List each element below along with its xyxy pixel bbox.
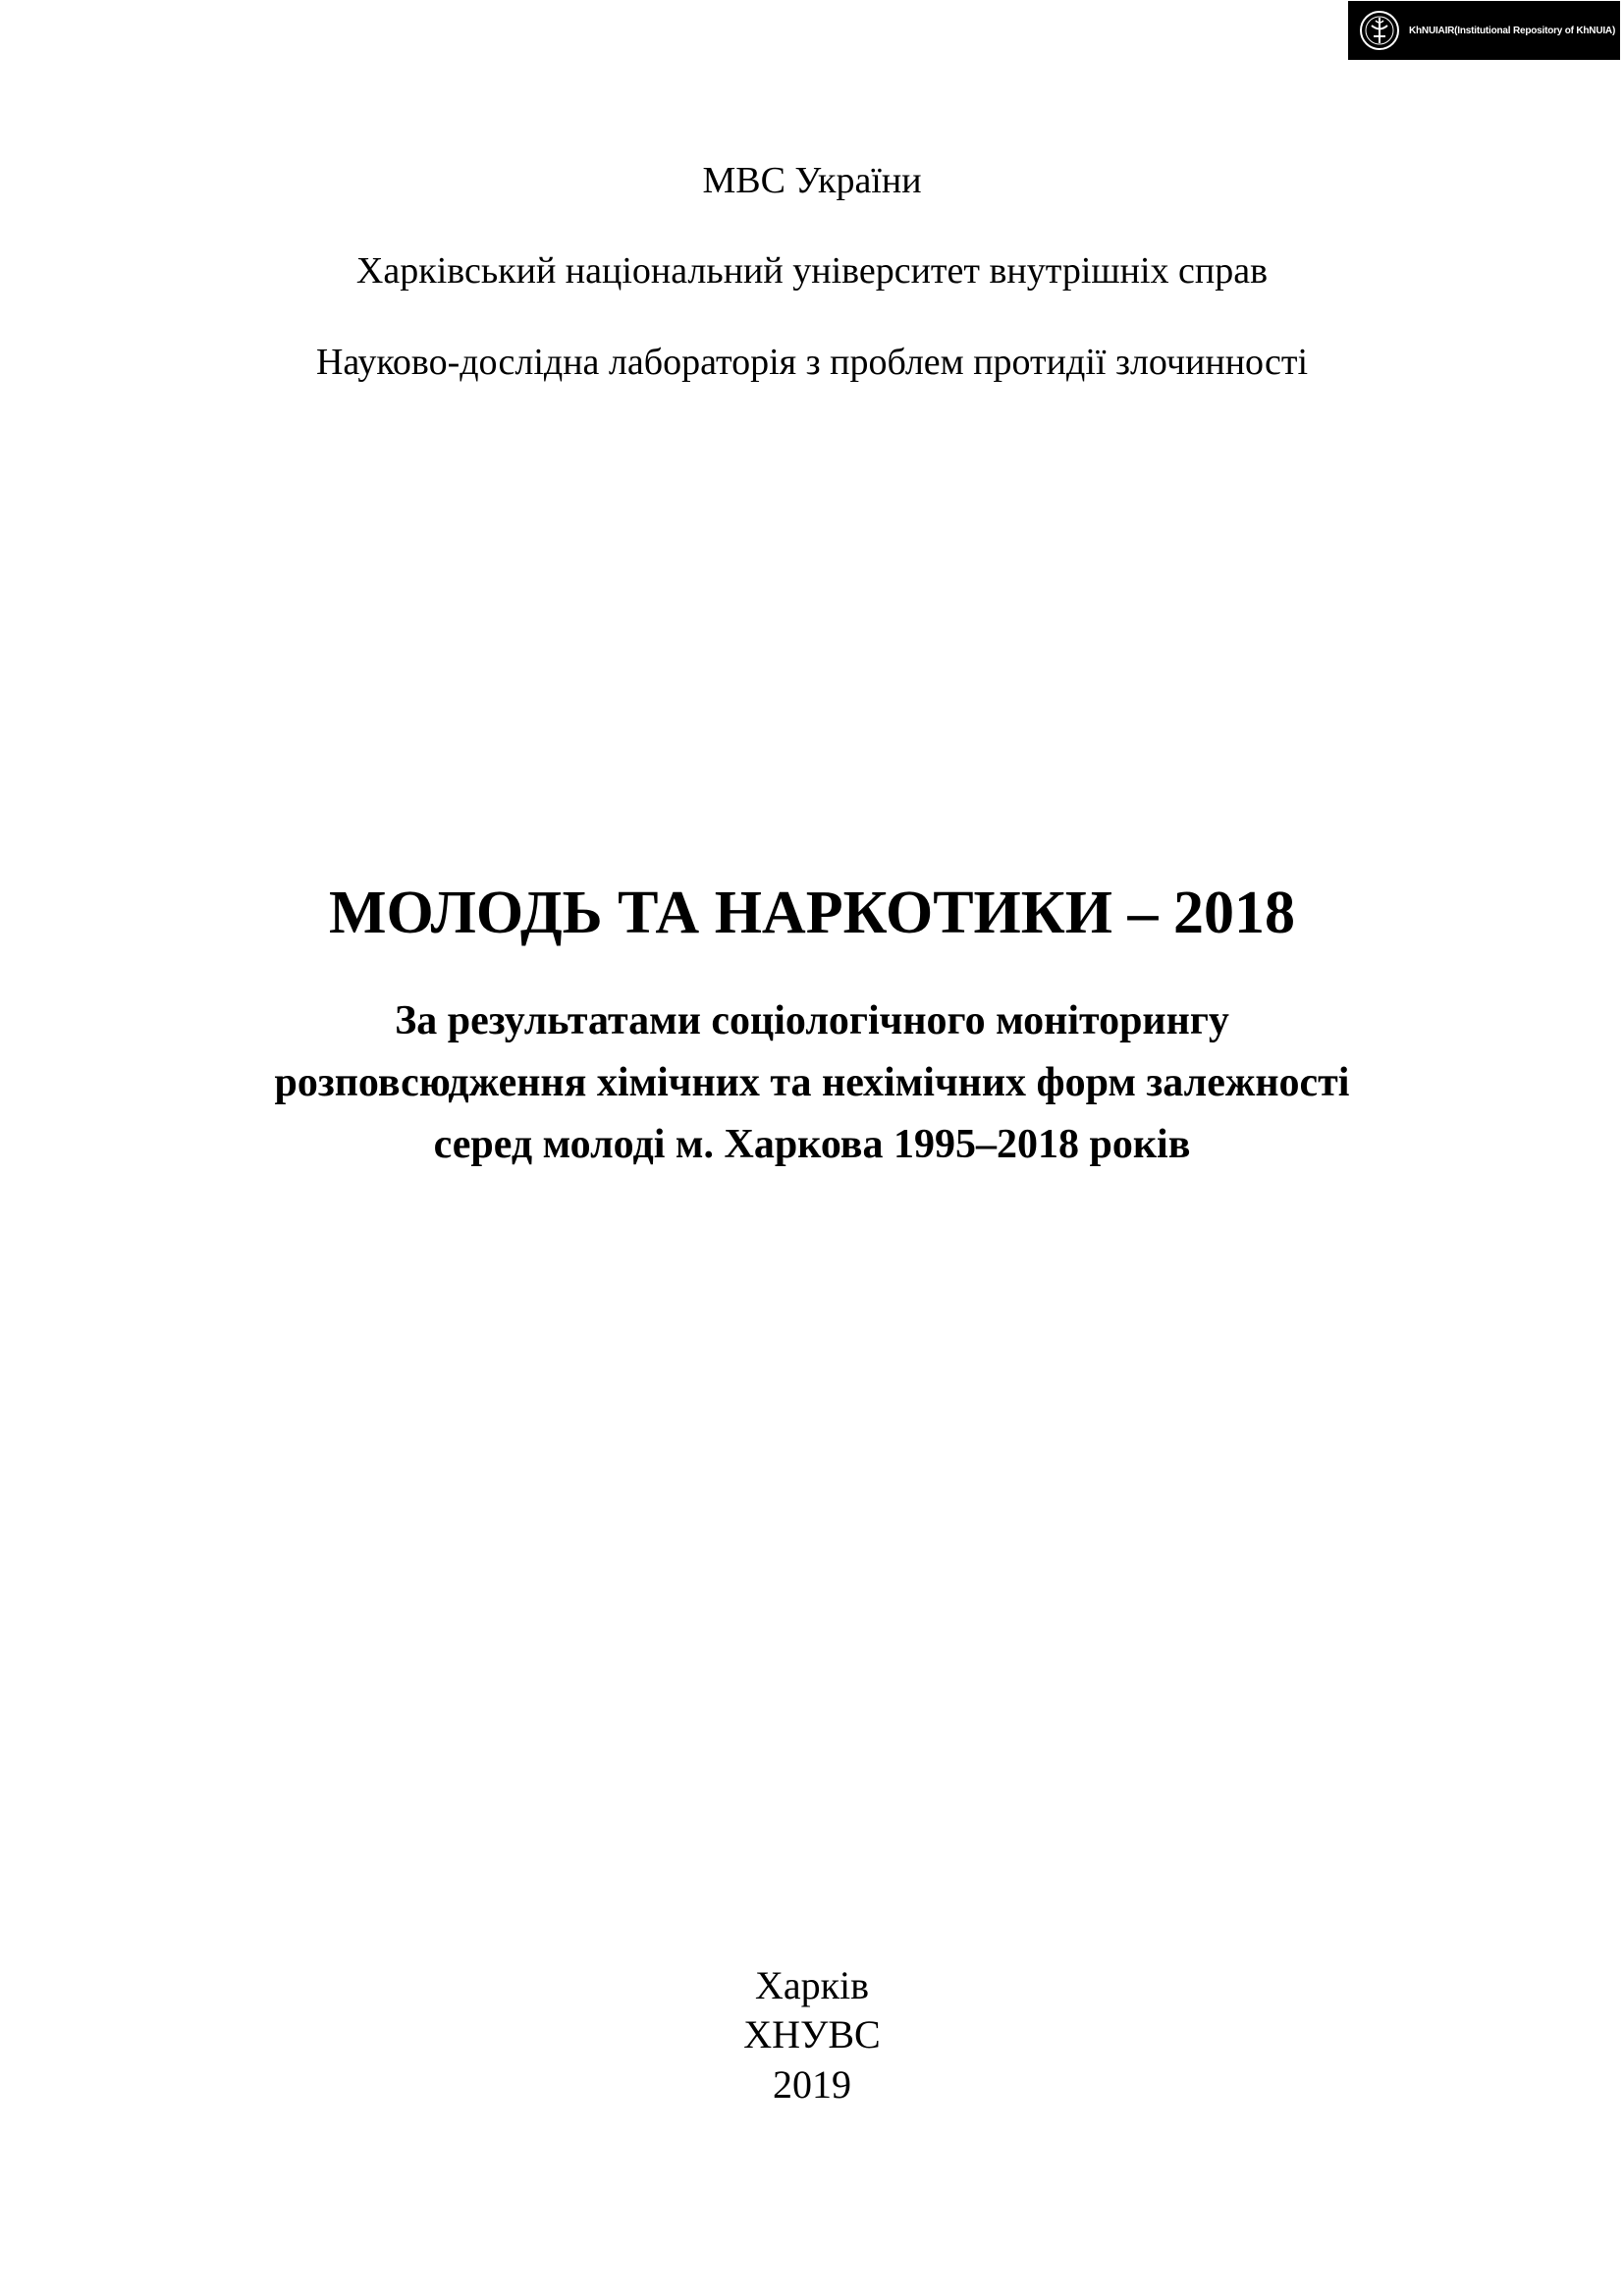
subtitle-line-1: За результатами соціологічного моніторингу [395,998,1229,1043]
document-title: МОЛОДЬ ТА НАРКОТИКИ – 2018 [329,880,1295,946]
subtitle-line-2: розповсюдження хімічних та нехімічних форм залежності [274,1060,1350,1105]
university-emblem-icon [1358,9,1401,52]
ministry-line: МВС України [702,160,922,201]
university-line: Харківський національний університет внутрішніх справ [355,250,1269,292]
laboratory-line: Науково-дослідна лабораторія з проблем протидії злочинності [315,342,1309,383]
repository-badge-label: KhNUIAIR(Institutional Repository of KhNUIA) [1409,25,1616,36]
publication-year: 2019 [773,2062,851,2107]
publication-city: Харків [754,1963,870,2007]
subtitle-line-3: серед молоді м. Харкова 1995–2018 років [433,1122,1191,1167]
repository-badge [1348,1,1620,60]
publisher-name: ХНУВС [743,2012,881,2056]
